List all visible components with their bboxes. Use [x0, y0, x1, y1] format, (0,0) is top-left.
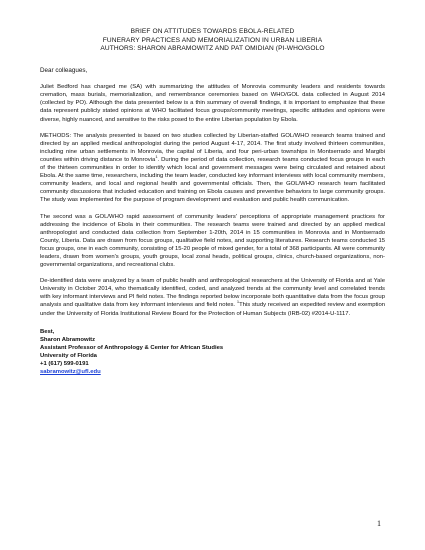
signature-closing: Best,	[40, 328, 55, 335]
signature-email-link[interactable]: sabramowitz@ufl.edu	[40, 369, 101, 376]
methods-text-b: . During the period of data collection, research teams conducted focus groups in each of the thirteen communities in order to identify which local and government messages were being circulated and retained about Ebola. At the same time, researchers, including the team leader, conducted key informant interviews with local community members, community leaders, and local and regional health and governmental officials. Then, the GOL/WHO research team facilitated community discussions that included education and training on Ebola causes and preventive behaviors to large community groups. The study was implemented for the purpose of program development and evaluation and public health communication.	[40, 156, 385, 204]
paragraph-intro: Juliet Bedford has charged me (SA) with summarizing the attitudes of Monrovia community leaders and residents towards cremation, mass burials, memorialization, and remembrance ceremonies based on WHO/GOL data collected in August 2014 (collected by PO). Although the data presented below is a thin summary of overall findings, it is important to emphasize that these data represent publicly stated opinions at WHO facilitated focus groups/community meetings, specific attitudes and opinions were diverse, highly nuanced, and sensitive to the risks posed to the entire Liberian population by Ebola.	[40, 84, 385, 123]
signature-institution: University of Florida	[40, 352, 97, 359]
title-line-3: AUTHORS: SHARON ABRAMOWITZ AND PAT OMIDIAN (PI-WHO/GOLO	[100, 45, 325, 53]
page-number: 1	[377, 519, 381, 528]
methods-text-a: METHODS: The analysis presented is based on two studies collected by Liberian-staffed GOL/WHO research teams trained and directed by an applied medical anthropologist during the period August 4-17, 2014. The first study involved thirteen communities, including nine urban settlements in Monrovia, the capital of Liberia, and four peri-urban townships in Montserrado and Margibi counties within driving distance to Monrovia	[40, 132, 385, 163]
title-line-1: BRIEF ON ATTITUDES TOWARDS EBOLA-RELATED	[130, 28, 295, 35]
document-title	[40, 28, 385, 54]
salutation: Dear colleagues,	[40, 66, 88, 74]
signature-block	[40, 328, 385, 377]
signature-name: Sharon Abramowitz	[40, 336, 96, 343]
paragraph-analysis	[40, 277, 385, 317]
footnote-ref: 1	[155, 153, 158, 159]
analysis-text-a: De-identified data were analyzed by a team of public health and anthropological researchers at the University of Florida and at Yale University in October 2014, who thematically identified, coded, and analyzed trends at the community level and correlated trends with key informant interviews and PI field notes. The findings reported below incorporate both quantitative data from the focus group analysis and qualitative data from key informant interviews and field notes.	[40, 278, 385, 309]
paragraph-methods	[40, 132, 385, 205]
footnote-ref: 1	[236, 299, 240, 305]
analysis-text-b: This study received an expedited review and exemption under the University of Florida Institutional Review Board for the Protection of Human Subjects (IRB-02) #2014-U-1117.	[40, 302, 385, 317]
signature-role: Assistant Professor of Anthropology & Center for African Studies	[40, 344, 224, 351]
title-line-2: FUNERARY PRACTICES AND MEMORIALIZATION IN URBAN LIBERIA	[102, 36, 323, 44]
paragraph-second-study: The second was a GOL/WHO rapid assessment of community leaders' perceptions of appropriate management practices for addressing the incidence of Ebola in their communities. The research teams were trained and directed by an applied medical anthropologist and conducted data collection from September 1-20th, 2014 in 15 communities in Monrovia and in Montserrado County, Liberia. Data are drawn from focus groups, qualitative field notes, and supporting literatures. Research teams conducted 15 focus groups, one in each community, consisting of 15-20 people of mixed gender, for a total of 368 participants. All were community leaders, drawn from women's groups, youth groups, local zonal heads, political groups, clinics, church-based organizations, non-governmental organizations, and recreational clubs.	[40, 213, 385, 269]
signature-phone: +1 (617) 599-0191	[40, 361, 89, 367]
